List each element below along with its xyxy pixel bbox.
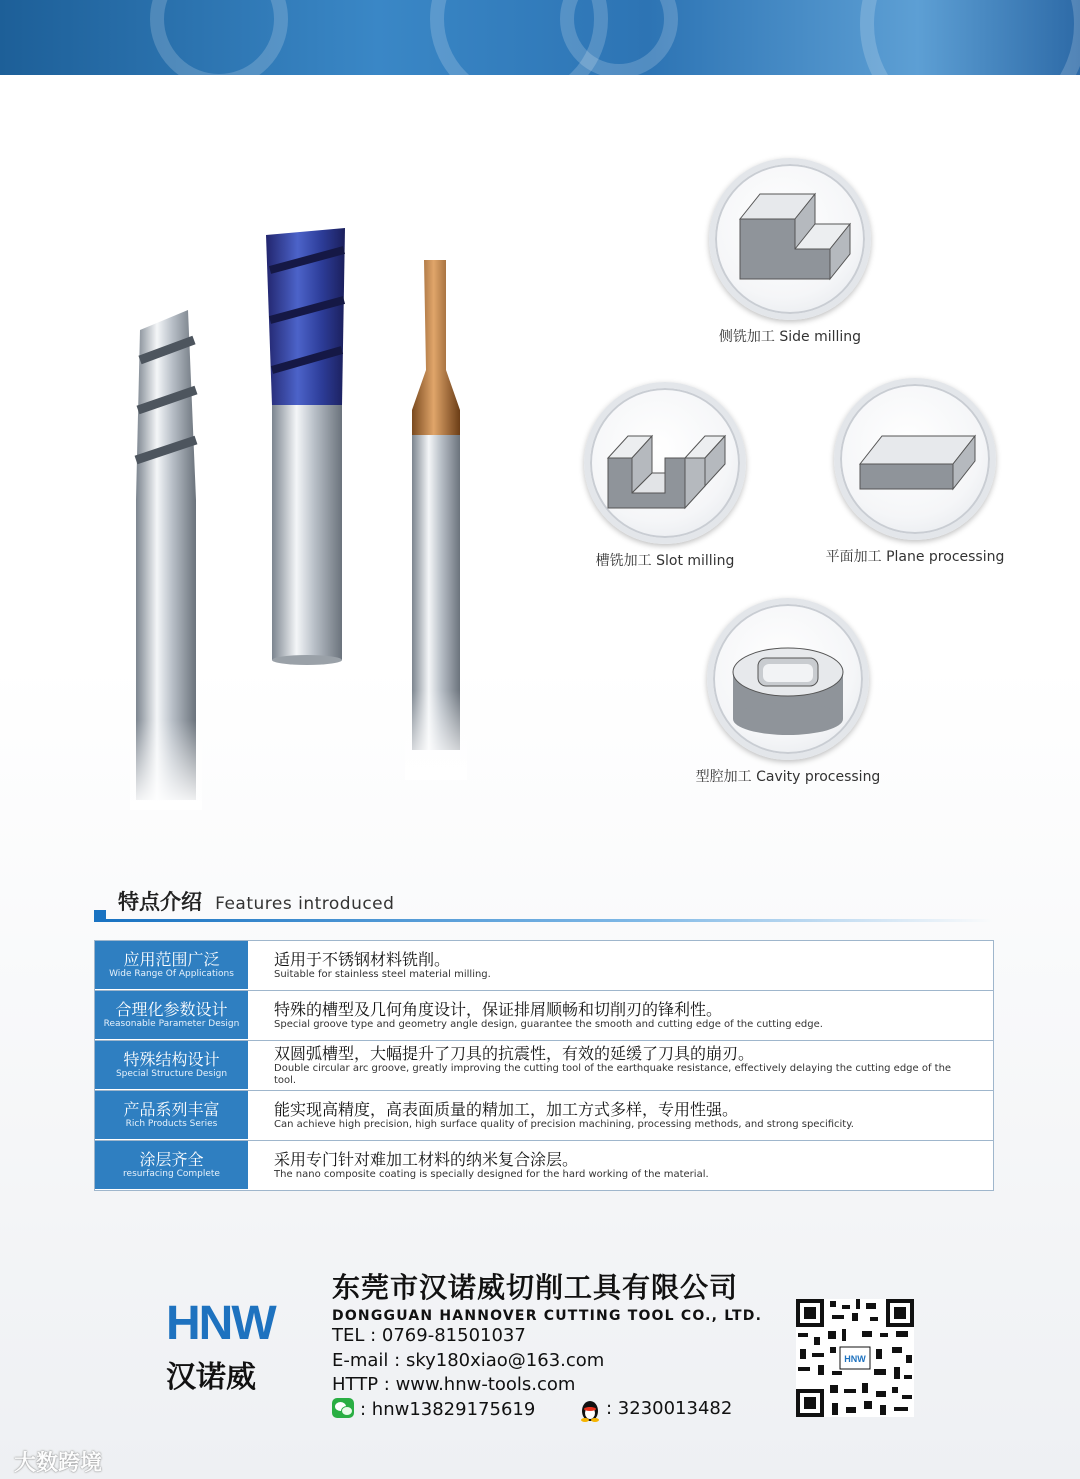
operation-label: 侧铣加工 Side milling: [718, 329, 862, 345]
title-divider: [106, 919, 992, 922]
row-header: [95, 1141, 248, 1190]
company-name-cn: 东莞市汉诺威切削工具有限公司: [332, 1271, 739, 1304]
row-body-en: The nano composite coating is specially designed for the hard working of the material.: [274, 1169, 709, 1180]
watermark-text: 大数跨境: [14, 1451, 103, 1476]
row-header: [95, 991, 248, 1040]
row-body: [248, 991, 993, 1040]
table-row: [95, 991, 993, 1041]
side-milling-icon: [709, 158, 871, 320]
contact-email[interactable]: E-mail : sky180xiao@163.com: [332, 1350, 605, 1371]
operation-label: 型腔加工 Cavity processing: [695, 769, 881, 785]
row-header-cn: 特殊结构设计: [123, 1050, 220, 1069]
row-body-cn: 特殊的槽型及几何角度设计，保证排屑顺畅和切削刃的锋利性。: [274, 1000, 723, 1019]
row-header-en: Wide Range Of Applications: [109, 969, 234, 979]
end-mill-gold: [405, 260, 467, 780]
table-row: [95, 1141, 993, 1190]
features-title-cn: 特点介绍: [118, 890, 202, 914]
row-header-cn: 应用范围广泛: [123, 950, 220, 969]
qq-penguin-icon: [579, 1398, 601, 1422]
features-title-en: Features introduced: [215, 894, 395, 914]
wechat-icon: [332, 1398, 354, 1418]
row-header: [95, 1041, 248, 1090]
operation-label: 槽铣加工 Slot milling: [595, 553, 735, 569]
table-row: [95, 1041, 993, 1091]
brand-logo: [166, 1297, 286, 1396]
row-header-cn: 合理化参数设计: [115, 1000, 228, 1019]
row-body-cn: 能实现高精度，高表面质量的精加工，加工方式多样，专用性强。: [274, 1100, 739, 1119]
operation-label: 平面加工 Plane processing: [825, 549, 1005, 565]
title-accent-square: [94, 910, 106, 922]
row-body-en: Can achieve high precision, high surface quality of precision machining, processing methods, and strong specificity.: [274, 1119, 854, 1130]
contact-http[interactable]: HTTP : www.hnw-tools.com: [332, 1374, 576, 1395]
operation-cavity-processing: [688, 598, 888, 786]
row-header: [95, 1091, 248, 1140]
cavity-processing-icon: [707, 598, 869, 760]
slot-milling-icon: [584, 382, 746, 544]
row-body: [248, 1141, 993, 1190]
plane-processing-icon: [834, 378, 996, 540]
row-header-en: Special Structure Design: [115, 1069, 228, 1079]
row-header-en: resurfacing Complete: [123, 1169, 220, 1179]
row-header-en: Rich Products Series: [125, 1119, 218, 1129]
contact-wechat: [332, 1398, 535, 1420]
row-body-en: Suitable for stainless steel material milling.: [274, 969, 491, 980]
row-body-cn: 双圆弧槽型，大幅提升了刀具的抗震性，有效的延缓了刀具的崩刃。: [274, 1044, 755, 1063]
operation-plane-processing: [815, 378, 1015, 566]
row-body-cn: 适用于不锈钢材料铣削。: [274, 950, 451, 969]
row-header-en: Reasonable Parameter Design: [103, 1019, 240, 1029]
row-body-cn: 采用专门针对难加工材料的纳米复合涂层。: [274, 1150, 579, 1169]
features-table: [94, 940, 994, 1191]
company-info: [332, 1266, 762, 1324]
qr-center-badge: HNW: [844, 1354, 866, 1364]
row-body-en: Double circular arc groove, greatly improving the cutting tool of the earthquake resistance, effectively delaying the cutting edge of the tool.: [274, 1063, 952, 1086]
row-header: [95, 941, 248, 990]
contact-qq: : 3230013482: [606, 1398, 733, 1419]
qr-code[interactable]: [796, 1299, 914, 1417]
wechat-id: : hnw13829175619: [360, 1399, 536, 1420]
table-row: [95, 941, 993, 991]
end-mill-silver: [130, 310, 202, 810]
end-mill-blue: [266, 228, 345, 665]
row-body: [248, 1091, 993, 1140]
watermark: [14, 1446, 102, 1477]
row-body: [248, 1041, 993, 1090]
row-header-cn: 产品系列丰富: [123, 1100, 220, 1119]
features-title: [118, 886, 394, 916]
row-body: [248, 941, 993, 990]
table-row: [95, 1091, 993, 1141]
operation-side-milling: [700, 158, 880, 346]
company-name-en: DONGGUAN HANNOVER CUTTING TOOL CO., LTD.: [332, 1308, 763, 1324]
operation-slot-milling: [575, 382, 755, 570]
row-body-en: Special groove type and geometry angle design, guarantee the smooth and cutting edge of the cutting edge.: [274, 1019, 823, 1030]
logo-mark: HNW: [166, 1297, 275, 1350]
contact-tel: TEL : 0769-81501037: [332, 1325, 526, 1346]
row-header-cn: 涂层齐全: [139, 1150, 204, 1169]
logo-cn: 汉诺威: [166, 1360, 256, 1395]
